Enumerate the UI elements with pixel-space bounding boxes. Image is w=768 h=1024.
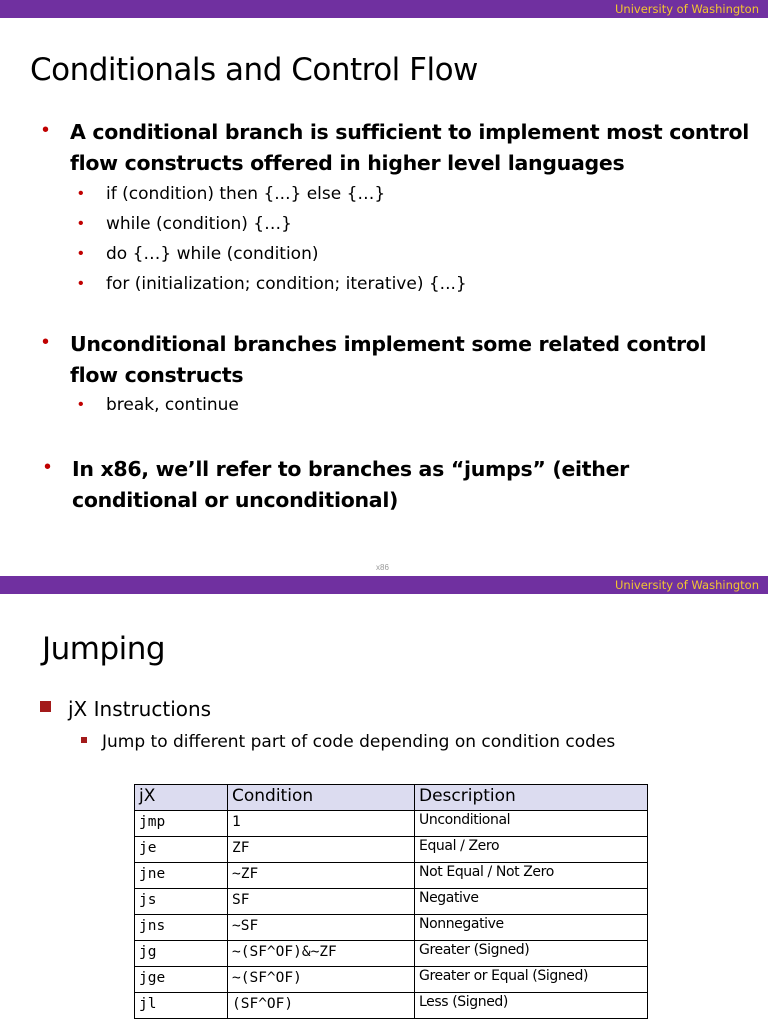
jump-instructions-table xyxy=(134,784,648,1019)
slide-title: Conditionals and Control Flow xyxy=(30,52,478,88)
condition-cell: ~(SF^OF) xyxy=(228,967,415,993)
bullet-dot-icon: • xyxy=(78,275,84,292)
instruction-cell: jl xyxy=(135,993,228,1019)
description-cell: Less (Signed) xyxy=(415,993,648,1019)
description-cell: Equal / Zero xyxy=(415,837,648,863)
bullet-dot-icon: • xyxy=(78,396,84,413)
condition-cell: (SF^OF) xyxy=(228,993,415,1019)
bullet-dot-icon: • xyxy=(44,456,52,478)
table-row xyxy=(135,863,648,889)
slide-jumping xyxy=(0,576,768,1024)
sub-bullet-text: break, continue xyxy=(106,395,239,415)
table-row xyxy=(135,889,648,915)
slide-title: Jumping xyxy=(42,631,166,667)
description-cell: Unconditional xyxy=(415,811,648,837)
instruction-cell: jg xyxy=(135,941,228,967)
footer-label: x86 xyxy=(376,563,389,572)
square-bullet-icon xyxy=(40,701,51,712)
header-banner xyxy=(0,0,768,18)
bullet-dot-icon: • xyxy=(78,185,84,202)
university-label: University of Washington xyxy=(615,578,759,592)
instruction-cell: je xyxy=(135,837,228,863)
sub-bullet-text: Jump to different part of code depending on condition codes xyxy=(102,732,616,752)
condition-cell: ~SF xyxy=(228,915,415,941)
condition-cell: ~ZF xyxy=(228,863,415,889)
bullet-dot-icon: • xyxy=(78,215,84,232)
bullet-text: jX Instructions xyxy=(68,697,212,721)
description-cell: Greater (Signed) xyxy=(415,941,648,967)
table-row xyxy=(135,837,648,863)
column-header: Condition xyxy=(228,785,415,811)
description-cell: Not Equal / Not Zero xyxy=(415,863,648,889)
bullet-dot-icon: • xyxy=(42,331,50,353)
table-row xyxy=(135,915,648,941)
table-row xyxy=(135,993,648,1019)
table-header-row xyxy=(135,785,648,811)
instruction-cell: jne xyxy=(135,863,228,889)
bullet-dot-icon: • xyxy=(42,119,50,141)
instruction-cell: jge xyxy=(135,967,228,993)
column-header: Description xyxy=(415,785,648,811)
description-cell: Negative xyxy=(415,889,648,915)
bullet-text: A conditional branch is sufficient to implement most control flow constructs offered in higher level languages xyxy=(70,120,750,175)
description-cell: Nonnegative xyxy=(415,915,648,941)
table-row xyxy=(135,811,648,837)
description-cell: Greater or Equal (Signed) xyxy=(415,967,648,993)
university-label: University of Washington xyxy=(615,2,759,16)
condition-cell: SF xyxy=(228,889,415,915)
condition-cell: ~(SF^OF)&~ZF xyxy=(228,941,415,967)
square-bullet-icon xyxy=(81,737,87,743)
condition-cell: ZF xyxy=(228,837,415,863)
instruction-cell: jmp xyxy=(135,811,228,837)
instruction-cell: jns xyxy=(135,915,228,941)
bullet-text: In x86, we’ll refer to branches as “jumps” (either conditional or unconditional) xyxy=(72,457,629,512)
table-row xyxy=(135,967,648,993)
sub-bullet-text: do {…} while (condition) xyxy=(106,244,319,264)
sub-bullet-text: while (condition) {…} xyxy=(106,214,292,234)
column-header: jX xyxy=(135,785,228,811)
table-row xyxy=(135,941,648,967)
bullet-text: Unconditional branches implement some related control flow constructs xyxy=(70,332,707,387)
sub-bullet-text: for (initialization; condition; iterative) {...} xyxy=(106,274,467,294)
instruction-cell: js xyxy=(135,889,228,915)
header-banner xyxy=(0,576,768,594)
sub-bullet-text: if (condition) then {...} else {…} xyxy=(106,184,386,204)
bullet-dot-icon: • xyxy=(78,245,84,262)
condition-cell: 1 xyxy=(228,811,415,837)
